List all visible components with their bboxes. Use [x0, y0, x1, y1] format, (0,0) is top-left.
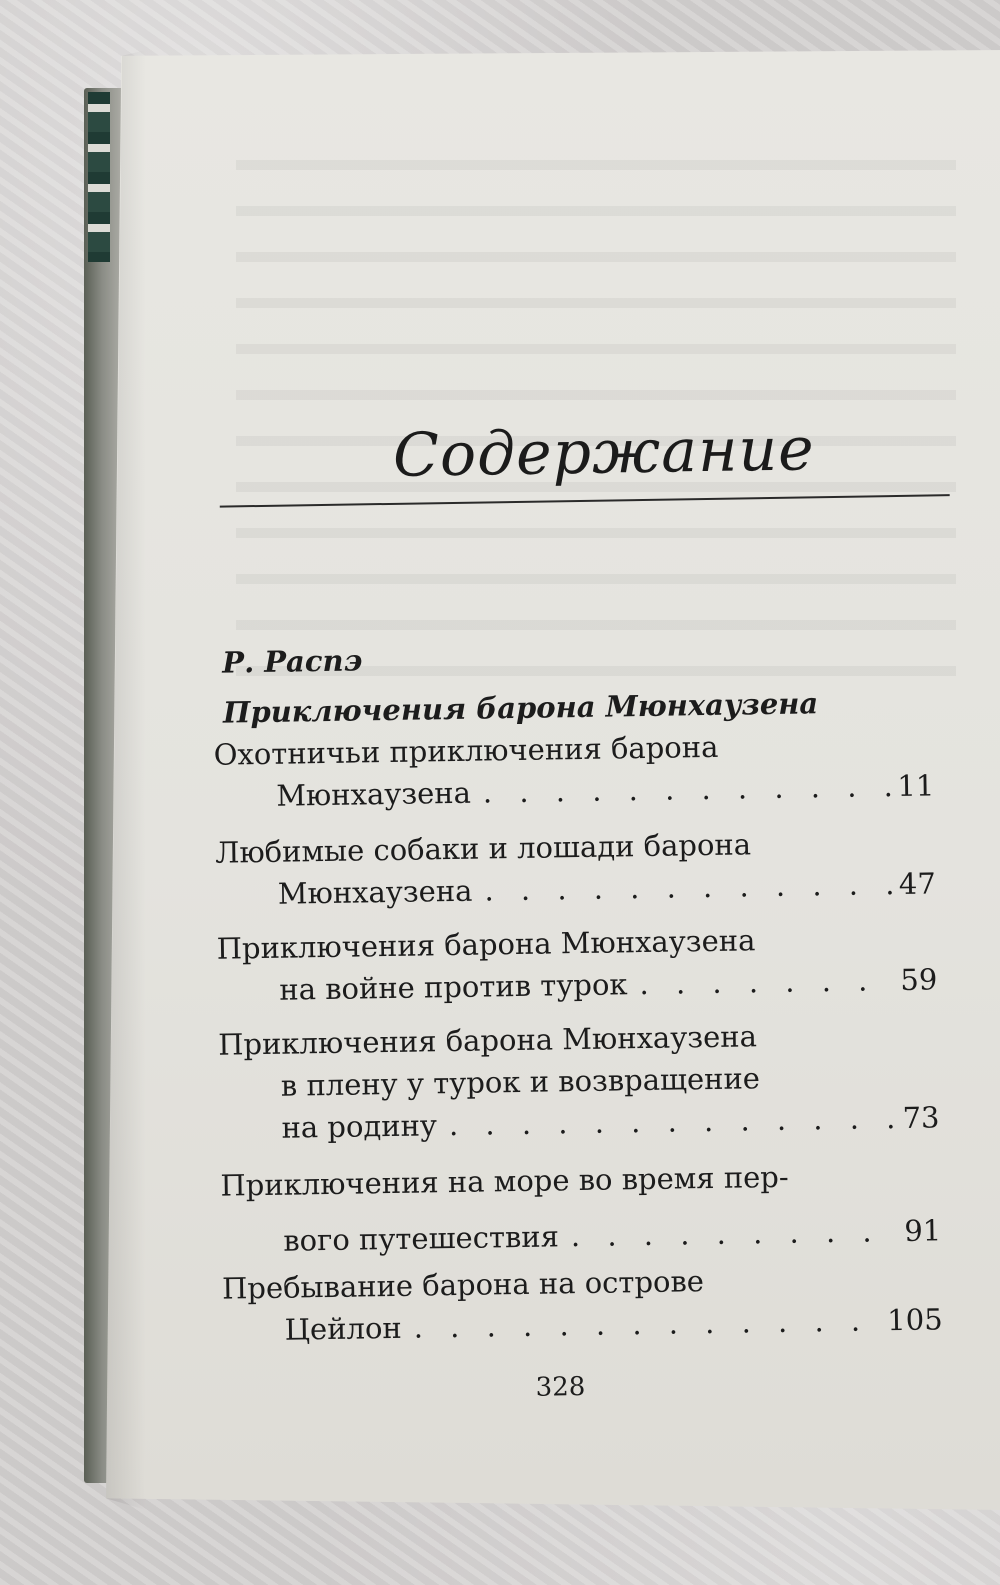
toc-page-number: 91 [904, 1213, 942, 1248]
toc-entry[interactable] [213, 722, 934, 817]
toc-entry-line: Мюнхаузена [277, 873, 473, 911]
toc-entry[interactable] [222, 1256, 943, 1351]
toc-entry[interactable] [218, 1012, 940, 1149]
title-underline [220, 494, 950, 507]
toc-entry-line: на родину [281, 1108, 438, 1145]
dot-leader [401, 1299, 883, 1349]
dot-leader [472, 863, 895, 912]
toc-entry[interactable] [220, 1146, 942, 1269]
toc-entry[interactable] [216, 916, 937, 1011]
toc-page-number: 11 [897, 768, 935, 803]
page-title: Содержание [392, 414, 816, 491]
dot-leader [437, 1097, 899, 1146]
toc-entry-line: Пребывание барона на острове [221, 1264, 705, 1306]
toc-page-number: 73 [902, 1100, 940, 1135]
toc-entry-line: на войне против турок [279, 967, 628, 1007]
dot-leader [558, 1203, 900, 1264]
author-name: Р. Распэ [221, 643, 363, 680]
book-title: Приключения барона Мюнхаузена [222, 686, 819, 730]
dot-leader [471, 765, 894, 814]
page-number: 328 [535, 1371, 586, 1403]
toc-page-number: 105 [887, 1302, 943, 1338]
dot-leader [627, 959, 897, 1005]
toc-entry-line: Цейлон [284, 1310, 402, 1347]
toc-entry-line: Охотничьи приключения барона [213, 729, 719, 772]
toc-entry-line: Приключения на море во время пер- [220, 1159, 789, 1203]
toc-entry-line: Любимые собаки и лошади барона [214, 827, 752, 870]
toc-entry-line: вого путешествия [283, 1219, 560, 1258]
toc-page-number: 47 [898, 866, 937, 901]
toc-page-number: 59 [900, 962, 938, 997]
toc-entry-line: в плену у турок и возвращение [280, 1061, 761, 1103]
toc-entry[interactable] [215, 820, 936, 915]
toc-entry-line: Приключения барона Мюнхаузена [216, 923, 756, 966]
toc-entry-line: Приключения барона Мюнхаузена [217, 1019, 758, 1062]
toc-entry-line: Мюнхаузена [276, 775, 472, 813]
